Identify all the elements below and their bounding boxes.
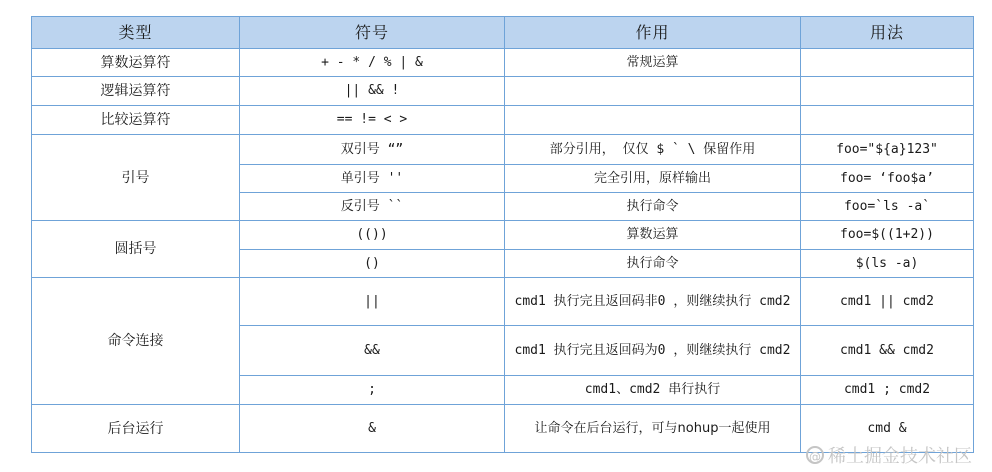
symbol-cell: || [240,278,505,326]
usage-cell: foo="${a}123" [801,135,974,165]
symbol-cell: & [240,405,505,453]
category-cell: 比较运算符 [32,106,240,135]
usage-cell: foo= ‘foo$a’ [801,165,974,193]
category-cell: 算数运算符 [32,49,240,77]
header-usage: 用法 [801,17,974,49]
effect-cell: 执行命令 [505,193,801,221]
effect-cell: 常规运算 [505,49,801,77]
category-cell: 逻辑运算符 [32,77,240,106]
symbol-cell: ; [240,376,505,405]
usage-cell: cmd1 || cmd2 [801,278,974,326]
table-row [32,278,974,326]
table-header-row [32,17,974,49]
category-cell: 圆括号 [32,221,240,278]
watermark [806,442,972,468]
usage-cell: cmd & [801,405,974,453]
usage-cell: cmd1 ; cmd2 [801,376,974,405]
symbol-cell: || && ! [240,77,505,106]
effect-cell [505,77,801,106]
watermark-text: 稀土掘金技术社区 [828,446,972,467]
usage-cell: foo=$((1+2)) [801,221,974,250]
symbol-cell: 双引号 “” [240,135,505,165]
usage-cell: $(ls -a) [801,250,974,278]
table-row [32,221,974,250]
symbol-cell: () [240,250,505,278]
symbol-cell: == != < > [240,106,505,135]
effect-cell: 让命令在后台运行，可与nohup一起使用 [505,405,801,453]
symbol-cell: 单引号 '' [240,165,505,193]
table-row [32,135,974,165]
usage-cell [801,106,974,135]
operators-table [31,16,974,453]
usage-cell: foo=`ls -a` [801,193,974,221]
usage-cell: cmd1 && cmd2 [801,326,974,376]
effect-cell: cmd1 执行完且返回码为0 ，则继续执行 cmd2 [505,326,801,376]
header-symbol: 符号 [240,17,505,49]
table-row [32,106,974,135]
symbol-cell: && [240,326,505,376]
effect-cell: 部分引用， 仅仅 $ ` \ 保留作用 [505,135,801,165]
symbol-cell: 反引号 `` [240,193,505,221]
operators-table-container [31,16,973,453]
category-cell: 后台运行 [32,405,240,453]
effect-cell: 算数运算 [505,221,801,250]
category-cell: 命令连接 [32,278,240,405]
symbol-cell: + - * / % | & [240,49,505,77]
usage-cell [801,49,974,77]
header-type: 类型 [32,17,240,49]
category-cell: 引号 [32,135,240,221]
effect-cell: 执行命令 [505,250,801,278]
effect-cell: 完全引用，原样输出 [505,165,801,193]
at-sign-icon: @ [806,446,824,464]
usage-cell [801,77,974,106]
table-row [32,77,974,106]
effect-cell: cmd1 执行完且返回码非0 ，则继续执行 cmd2 [505,278,801,326]
effect-cell [505,106,801,135]
table-row [32,49,974,77]
effect-cell: cmd1、cmd2 串行执行 [505,376,801,405]
symbol-cell: (()) [240,221,505,250]
header-effect: 作用 [505,17,801,49]
